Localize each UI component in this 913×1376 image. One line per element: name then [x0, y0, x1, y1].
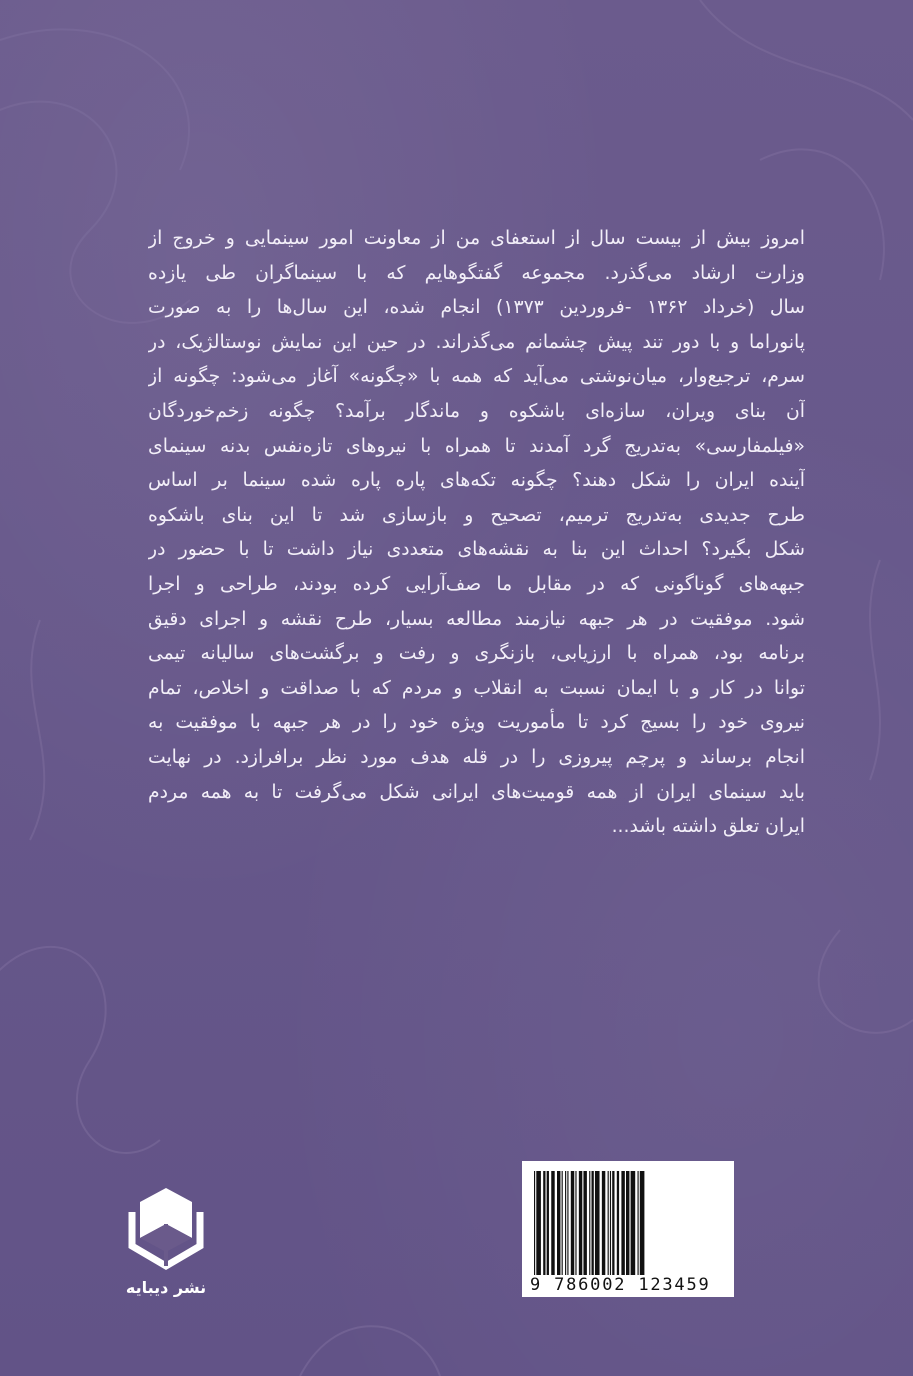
blurb-line: ایران تعلق داشته باشد... — [611, 816, 805, 838]
blurb-line: انجام برساند و پرچم پیروزی را در قله هدف مورد نظر برافرازد. در نهایت — [148, 746, 805, 768]
blurb-line: امروز بیش از بیست سال از استعفای من از معاونت امور سینمایی و خروج از — [148, 228, 805, 249]
barcode-bar — [579, 1171, 582, 1275]
barcode-bar — [534, 1171, 535, 1275]
blurb-line: وزارت ارشاد می‌گذرد. مجموعه گفتگوهایم که با سینماگران طی یازده — [148, 262, 805, 284]
barcode-bar — [583, 1171, 586, 1275]
barcode-bar — [631, 1171, 636, 1275]
barcode-bar — [571, 1171, 574, 1275]
blurb-line: شکل بگیرد؟ احداث این بنا به نقشه‌های متعددی نیاز داشت تا با حضور در — [148, 539, 805, 561]
publisher-name: نشر دیبایه — [125, 1278, 207, 1297]
barcode-bar — [617, 1171, 619, 1275]
isbn-barcode — [522, 1161, 734, 1297]
barcode-bar — [621, 1171, 624, 1275]
blurb-line: باید سینمای ایران از همه قومیت‌های ایرانی شکل می‌گرفت تا به همه مردم — [148, 781, 805, 803]
publisher-logo — [126, 1184, 206, 1304]
barcode-bar — [595, 1171, 600, 1275]
blurb-line: سال (خرداد ۱۳۶۲ -فروردین ۱۳۷۳) انجام شده، این سال‌ها را به صورت — [148, 297, 805, 319]
barcode-bar — [626, 1171, 629, 1275]
barcode-bar — [638, 1171, 639, 1275]
barcode-bar — [551, 1171, 554, 1275]
blurb-line: برنامه بود، همراه با ارزیابی، بازنگری و رفت و برگشت‌های سالیانه تیمی — [148, 643, 805, 665]
back-cover-blurb — [148, 222, 805, 845]
barcode-bar — [640, 1171, 645, 1275]
barcode-bar — [575, 1171, 576, 1275]
blurb-line: آینده ایران را شکل دهند؟ چگونه تکه‌های پاره پاره شده سینما بر اساس — [148, 470, 805, 492]
barcode-bar — [610, 1171, 611, 1275]
blurb-line: سرم، ترجیع‌وار، میان‌نوشتی می‌آید که همه با «چگونه» آغاز می‌شود: چگونه از — [148, 366, 805, 388]
barcode-bar — [567, 1171, 568, 1275]
barcode-bar — [565, 1171, 566, 1275]
barcode-bar — [547, 1171, 549, 1275]
blurb-line: نیروی خود را بسیج کرد تا مأموریت ویژه خود را در هر جبهه با موفقیت به — [148, 712, 805, 734]
isbn-number: 9 786002 123459 — [530, 1275, 711, 1295]
barcode-bar — [557, 1171, 560, 1275]
barcode-bar — [589, 1171, 590, 1275]
blurb-line: شود. موفقیت در هر جبهه نیازمند مطالعه بسیار، طرح نقشه و اجرای دقیق — [148, 608, 805, 630]
blurb-line: «فیلمفارسی» به‌تدریج گرد آمدند تا همراه با نیروهای تازه‌نفس بدنه سینمای — [148, 435, 805, 457]
barcode-bar — [562, 1171, 563, 1275]
barcode-bar — [536, 1171, 541, 1275]
barcode-bar — [543, 1171, 545, 1275]
barcode-bar — [602, 1171, 605, 1275]
book-logo-icon — [126, 1184, 206, 1276]
blurb-line: توانا در کار و با ایمان نسبت به انقلاب و مردم که با صداقت و اخلاص، تمام — [148, 677, 805, 699]
blurb-line: پانوراما و با دور تند پیش چشمانم می‌گذراند. در حین این نمایش نوستالژیک، در — [148, 331, 805, 353]
barcode-bars — [532, 1171, 724, 1275]
blurb-line: آن بنای ویران، سازه‌ای باشکوه و ماندگار برآمد؟ چگونه زخم‌خوردگان — [148, 400, 805, 422]
barcode-bar — [612, 1171, 614, 1275]
blurb-line: جبهه‌های گوناگونی که در مقابل ما صف‌آرایی کرده بودند، طراحی و اجرا — [148, 573, 805, 595]
barcode-bar — [592, 1171, 594, 1275]
barcode-bar — [608, 1171, 609, 1275]
blurb-line: طرح جدیدی به‌تدریج ترمیم، تصحیح و بازسازی شد تا این بنای باشکوه — [148, 504, 805, 526]
